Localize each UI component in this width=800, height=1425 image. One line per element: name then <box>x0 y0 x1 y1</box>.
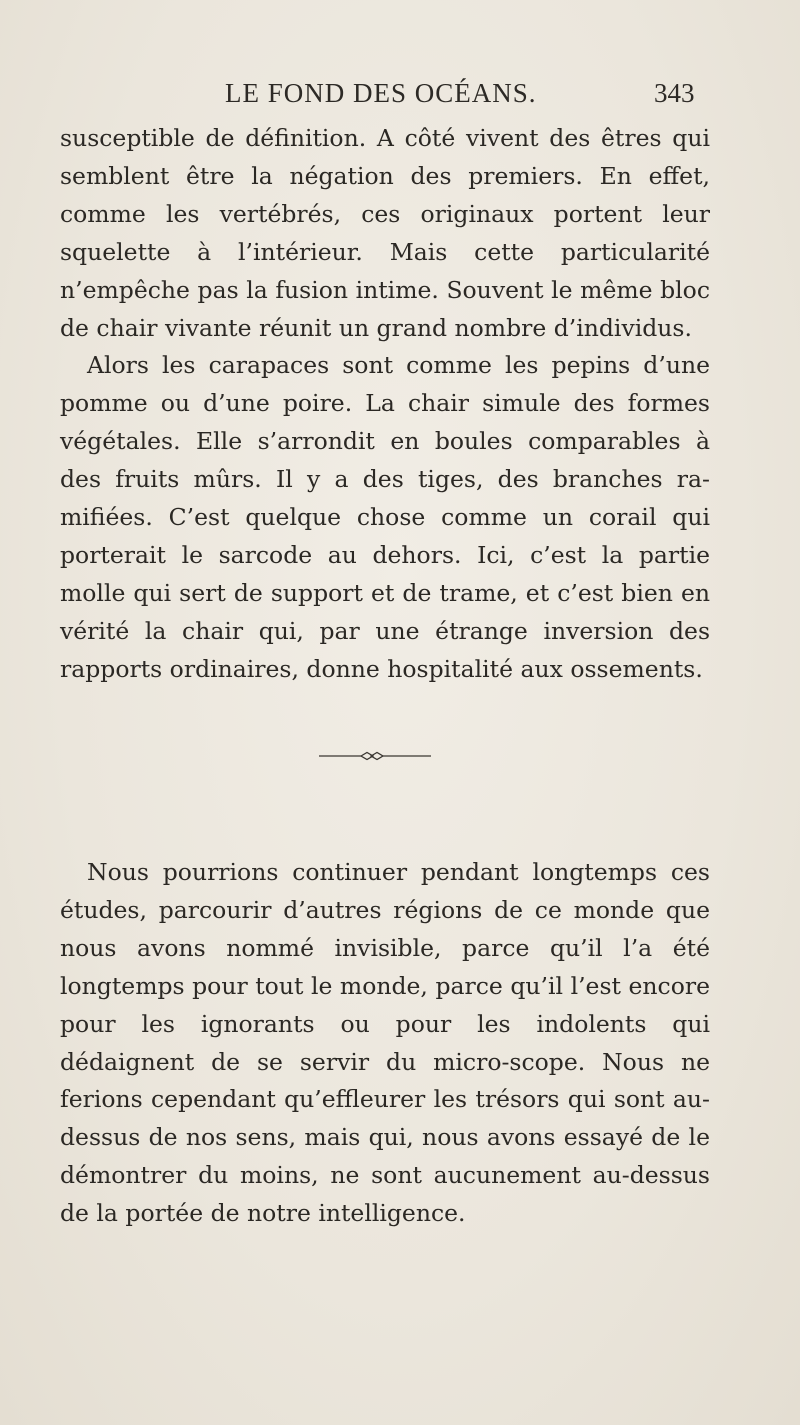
body-text-lower <box>60 854 710 1233</box>
page-number: 343 <box>654 78 695 108</box>
body-text-upper <box>60 120 710 689</box>
paragraph-carapaces: Alors les carapaces sont comme les pepins d’une pomme ou d’une poire. La chair simule des formes végétales. Elle s’arrondit en boules comparables à des fruits mûrs. Il y a des tiges, des branches ra-mifiées. C’est quelque chose comme un corail qui porterait le sarcode au dehors. Ici, c’est la partie molle qui sert de support et de trame, et c’est bien en vérité la chair qui, par une étrange inversion des rapports ordinaires, donne hospitalité aux ossements. <box>60 351 710 683</box>
paragraph-closing: Nous pourrions continuer pendant longtemps ces études, parcourir d’autres régions de ce monde que nous avons nommé invisible, parce qu’il l’a été longtemps pour tout le monde, parce qu’il l’est encore pour les ignorants ou pour les indolents qui dédaignent de se servir du micro-scope. Nous ne ferions cependant qu’effleurer les trésors qui sont au-dessus de nos sens, mais qui, nous avons essayé de le démontrer du moins, ne sont aucunement au-dessus de la portée de notre intelligence. <box>60 858 710 1228</box>
running-title: LE FOND DES OCÉANS. <box>225 78 537 108</box>
paragraph-continuation: susceptible de définition. A côté vivent des êtres qui semblent être la négation des premiers. En effet, comme les vertébrés, ces originaux portent leur squelette à l’intérieur. Mais cette particularité n’empêche pas la fusion intime. Souvent le même bloc de chair vivante réunit un grand nombre d’individus. <box>60 124 710 342</box>
section-separator-ornament <box>319 749 431 763</box>
page-header <box>0 78 800 118</box>
